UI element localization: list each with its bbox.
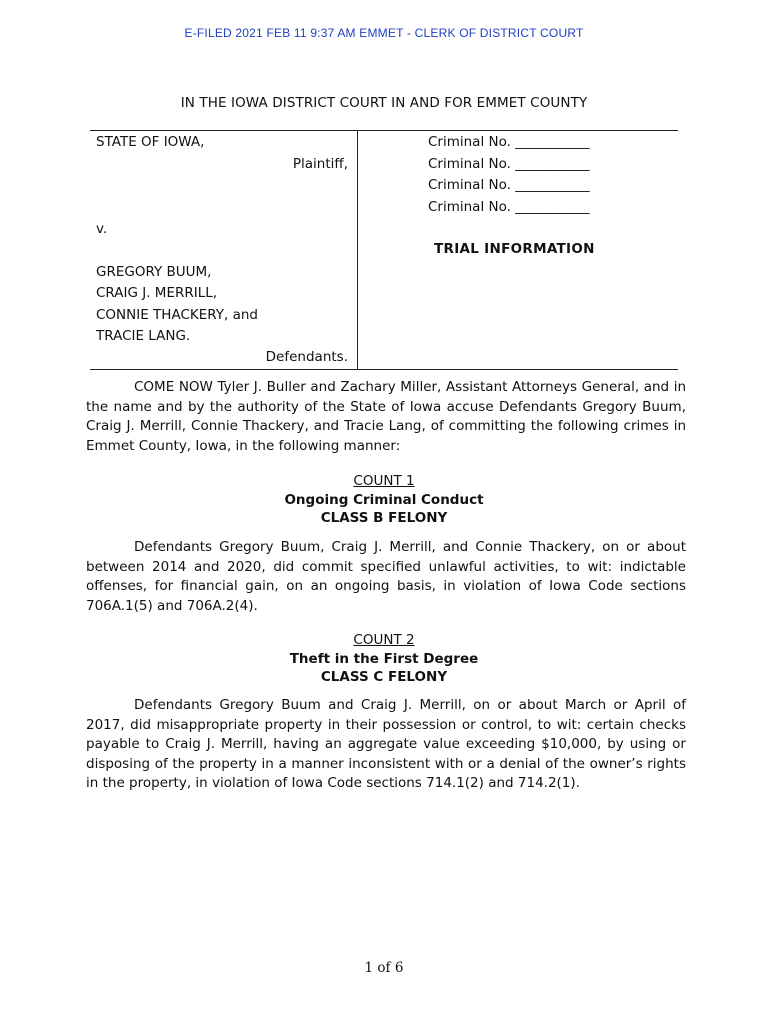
- efiled-stamp: E-FILED 2021 FEB 11 9:37 AM EMMET - CLERK OF DISTRICT COURT: [184, 26, 584, 40]
- plaintiff-name: STATE OF IOWA,: [96, 134, 205, 150]
- defendant-name: CRAIG J. MERRILL,: [96, 285, 218, 301]
- criminal-number-line: Criminal No. ___________: [428, 156, 590, 172]
- count-paragraph: Defendants Gregory Buum, Craig J. Merrill, and Connie Thackery, on or about between 2014 and 2020, did commit specified unlawful activities, to wit: indictable offenses, for financial gain, on an ongoing basis, in violation of Iowa Code sections 706A.1(5) and 706A.2(4).: [86, 539, 686, 614]
- defendant-name: TRACIE LANG.: [96, 328, 191, 344]
- defendant-name: CONNIE THACKERY, and: [96, 307, 258, 323]
- count-name: Theft in the First Degree: [289, 650, 479, 667]
- defendant-name: GREGORY BUUM,: [96, 264, 212, 280]
- criminal-number-line: Criminal No. ___________: [428, 134, 590, 150]
- count-number: COUNT 2: [353, 632, 415, 648]
- caption-divider: [357, 131, 358, 369]
- versus-label: v.: [96, 221, 108, 237]
- court-title: IN THE IOWA DISTRICT COURT IN AND FOR EMMET COUNTY: [180, 95, 588, 111]
- intro-paragraph: COME NOW Tyler J. Buller and Zachary Miller, Assistant Attorneys General, and in the name and by the authority of the State of Iowa accuse Defendants Gregory Buum, Craig J. Merrill, Connie Thackery, and Tracie Lang, of committing the following crimes in Emmet County, Iowa, in the following manner:: [86, 379, 686, 454]
- plaintiff-role: Plaintiff,: [292, 156, 348, 172]
- defendants-role: Defendants.: [265, 349, 348, 365]
- count-paragraph: Defendants Gregory Buum and Craig J. Merrill, on or about March or April of 2017, did misappropriate property in their possession or control, to wit: certain checks payable to Craig J. Merrill, having an aggregate value exceeding $10,000, by using or disposing of the property in a manner inconsistent with or a denial of the owner’s rights in the property, in violation of Iowa Code sections 714.1(2) and 714.2(1).: [86, 697, 686, 791]
- criminal-number-line: Criminal No. ___________: [428, 199, 590, 215]
- page-number: 1 of 6: [364, 960, 404, 976]
- count-heading: [0, 631, 768, 687]
- case-caption: [90, 130, 678, 370]
- count-class: CLASS C FELONY: [320, 669, 448, 685]
- count-heading: [0, 472, 768, 528]
- count-number: COUNT 1: [353, 473, 415, 489]
- count-class: CLASS B FELONY: [320, 510, 448, 526]
- document-title: TRIAL INFORMATION: [434, 241, 595, 257]
- count-name: Ongoing Criminal Conduct: [284, 491, 484, 508]
- criminal-number-line: Criminal No. ___________: [428, 177, 590, 193]
